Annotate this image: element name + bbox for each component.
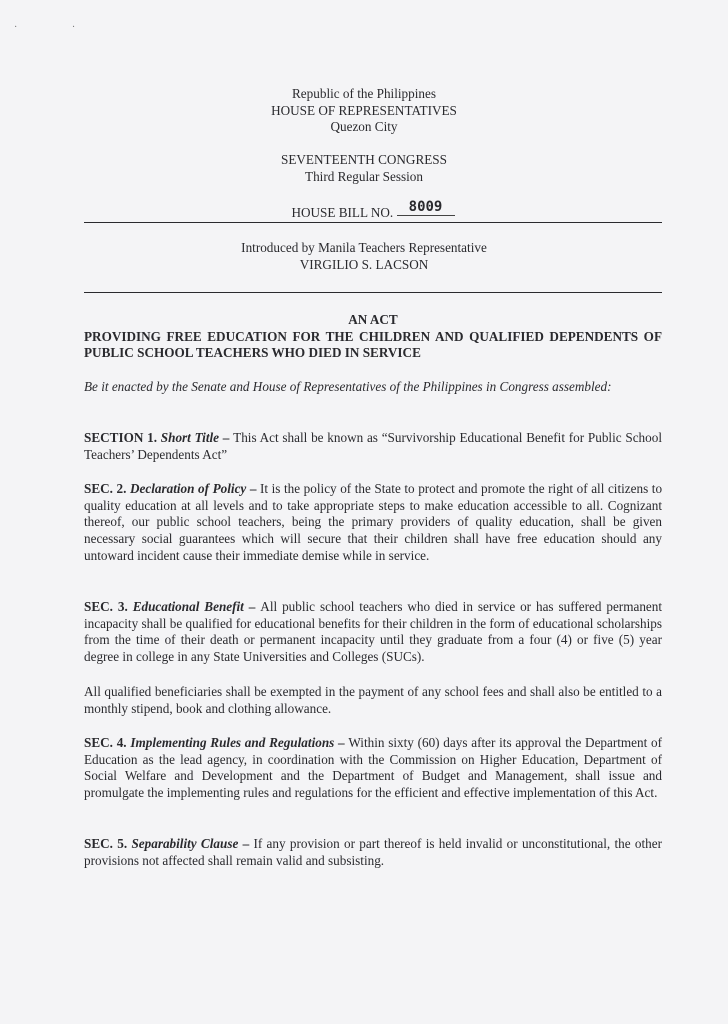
scan-speck-marks: · · [14, 22, 102, 33]
section-1-title: Short Title [160, 430, 220, 445]
section-3-title: Educational Benefit [132, 599, 244, 614]
session-label: Third Regular Session [305, 168, 423, 184]
introducer-block [0, 240, 728, 273]
divider-bottom [84, 292, 662, 293]
section-5 [84, 836, 662, 869]
section-5-text: If any provision or part thereof is held invalid or unconstitutional, the other provisions not affected shall remain valid and subsisting. [84, 836, 663, 868]
section-4-title: Implementing Rules and Regulations [130, 735, 335, 750]
section-2-title: Declaration of Policy [130, 481, 247, 496]
section-1-dash: – [219, 430, 234, 445]
bill-label: HOUSE BILL NO. [291, 205, 394, 220]
act-title: PROVIDING FREE EDUCATION FOR THE CHILDREN AND QUALIFIED DEPENDENTS OF PUBLIC SCHOOL TEACHERS WHO DIED IN SERVICE [84, 328, 662, 360]
section-3-text: All public school teachers who died in service or has suffered permanent incapacity shall be qualified for educational benefits for their children in the form of educational scholarships from the time of their death or permanent incapacity until they graduate from a four (4) or five (5) year degree in college in any State Universities and Colleges (SUCs). [84, 599, 663, 665]
bill-number-line [84, 199, 662, 223]
act-heading: AN ACT [348, 312, 398, 327]
header-republic: Republic of the Philippines [292, 86, 436, 101]
section-4-text: Within sixty (60) days after its approval the Department of Education as the lead agency, in coordination with the Commission on Higher Education, Department of Social Welfare and Development and the Department of Budget and Management, shall issue and promulgate the implementing rules and regulations for the efficient and effective implementation of this Act. [84, 735, 663, 801]
section-2-text: It is the policy of the State to protect and promote the right of all citizens to quality education at all levels and to take appropriate steps to make education accessible to all. Cognizant thereof, our public school teachers, being the primary providers of quality education, shall be given necessary social guarantees which will secure that their children shall have free education should any untoward incident cause their immediate demise while in service. [84, 481, 663, 563]
section-5-title: Separability Clause [131, 836, 239, 851]
congress-label: SEVENTEENTH CONGRESS [281, 152, 447, 167]
act-title-block [84, 312, 662, 362]
section-3-text-2: All qualified beneficiaries shall be exempted in the payment of any school fees and shall also be entitled to a monthly stipend, book and clothing allowance. [84, 684, 662, 716]
section-3-dash: – [243, 599, 261, 614]
section-1 [84, 430, 662, 463]
enacting-clause-text: Be it enacted by the Senate and House of Representatives of the Philippines in Congress assembled: [84, 379, 612, 394]
section-2-dash: – [246, 481, 261, 496]
section-3-label: SEC. 3. [84, 599, 128, 614]
divider-top [84, 222, 662, 223]
enacting-clause [84, 379, 662, 396]
header-block [0, 86, 728, 136]
header-city: Quezon City [330, 119, 398, 134]
bill-number-stamp: 8009 [397, 199, 455, 216]
section-4 [84, 735, 662, 802]
section-2-label: SEC. 2. [84, 481, 127, 496]
section-3-continued [84, 684, 662, 717]
header-house: HOUSE OF REPRESENTATIVES [271, 102, 457, 118]
section-3 [84, 599, 662, 666]
section-4-label: SEC. 4. [84, 735, 127, 750]
section-4-dash: – [334, 735, 349, 750]
introducer-line: Introduced by Manila Teachers Representative [241, 240, 487, 255]
section-1-text: This Act shall be known as “Survivorship Educational Benefit for Public School Teachers’ Dependents Act” [84, 430, 662, 462]
congress-block [0, 152, 728, 185]
section-5-label: SEC. 5. [84, 836, 128, 851]
section-5-dash: – [238, 836, 254, 851]
section-1-label: SECTION 1. [84, 430, 158, 445]
section-2 [84, 481, 662, 565]
introducer-name: VIRGILIO S. LACSON [299, 256, 429, 272]
